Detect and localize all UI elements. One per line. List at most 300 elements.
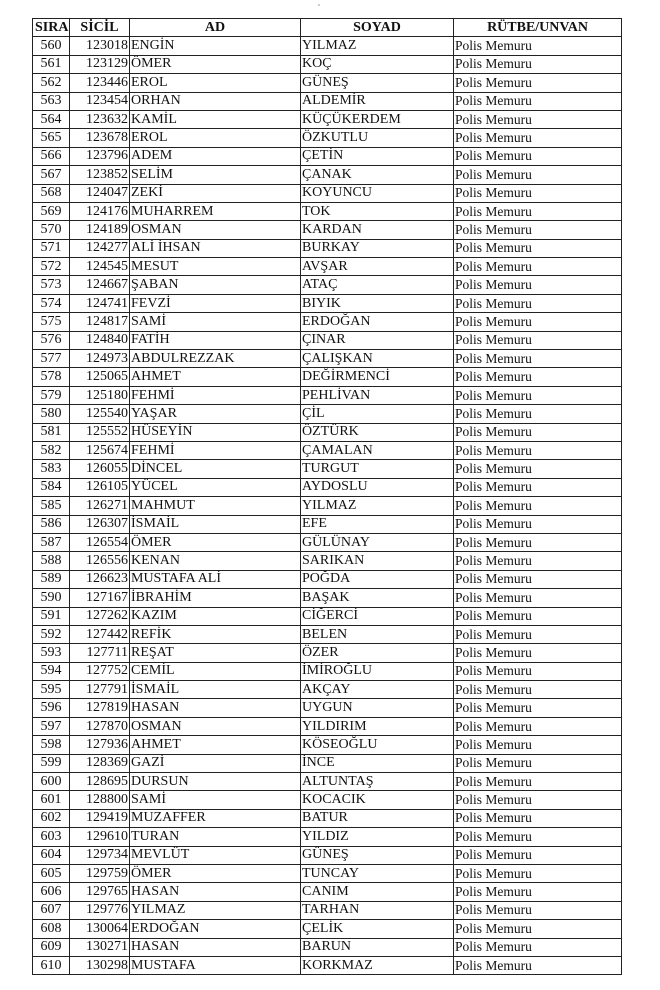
cell-sicil: 123852	[70, 166, 130, 184]
table-row	[33, 350, 622, 368]
cell-ad: YAŞAR	[130, 405, 301, 423]
cell-ad: EROL	[130, 74, 301, 92]
cell-sicil: 126623	[70, 570, 130, 588]
cell-rutbe: Polis Memuru	[454, 147, 622, 165]
cell-sicil: 126307	[70, 515, 130, 533]
cell-soyad: ÇAMALAN	[301, 441, 454, 459]
cell-soyad: KÖSEOĞLU	[301, 736, 454, 754]
table-row	[33, 441, 622, 459]
cell-soyad: KARDAN	[301, 221, 454, 239]
cell-ad: ÖMER	[130, 533, 301, 551]
cell-rutbe: Polis Memuru	[454, 901, 622, 919]
cell-ad: MUZAFFER	[130, 809, 301, 827]
cell-ad: FEVZİ	[130, 294, 301, 312]
cell-sira: 562	[33, 74, 70, 92]
cell-rutbe: Polis Memuru	[454, 754, 622, 772]
cell-rutbe: Polis Memuru	[454, 920, 622, 938]
cell-ad: FEHMİ	[130, 441, 301, 459]
cell-sicil: 124277	[70, 239, 130, 257]
cell-sira: 593	[33, 644, 70, 662]
cell-sira: 575	[33, 313, 70, 331]
cell-ad: OSMAN	[130, 717, 301, 735]
table-row	[33, 956, 622, 974]
cell-ad: KENAN	[130, 552, 301, 570]
cell-soyad: YILMAZ	[301, 497, 454, 515]
cell-sira: 605	[33, 864, 70, 882]
cell-rutbe: Polis Memuru	[454, 184, 622, 202]
cell-rutbe: Polis Memuru	[454, 864, 622, 882]
cell-ad: İBRAHİM	[130, 589, 301, 607]
cell-ad: YÜCEL	[130, 478, 301, 496]
cell-rutbe: Polis Memuru	[454, 846, 622, 864]
cell-rutbe: Polis Memuru	[454, 313, 622, 331]
cell-sira: 561	[33, 55, 70, 73]
table-row	[33, 294, 622, 312]
table-row	[33, 662, 622, 680]
cell-sira: 567	[33, 166, 70, 184]
table-row	[33, 276, 622, 294]
table-row	[33, 423, 622, 441]
table-row	[33, 883, 622, 901]
cell-sicil: 127936	[70, 736, 130, 754]
header-soyad: SOYAD	[301, 19, 454, 37]
cell-ad: ÖMER	[130, 864, 301, 882]
cell-ad: EROL	[130, 129, 301, 147]
cell-rutbe: Polis Memuru	[454, 129, 622, 147]
cell-sicil: 127442	[70, 625, 130, 643]
table-body	[33, 37, 622, 975]
cell-ad: GAZİ	[130, 754, 301, 772]
cell-ad: KAMİL	[130, 110, 301, 128]
cell-sicil: 126055	[70, 460, 130, 478]
table-row	[33, 110, 622, 128]
cell-soyad: TUNCAY	[301, 864, 454, 882]
cell-sicil: 124189	[70, 221, 130, 239]
cell-sicil: 127819	[70, 699, 130, 717]
cell-soyad: KÜÇÜKERDEM	[301, 110, 454, 128]
table-row	[33, 147, 622, 165]
cell-sicil: 124817	[70, 313, 130, 331]
cell-rutbe: Polis Memuru	[454, 956, 622, 974]
cell-sicil: 124973	[70, 350, 130, 368]
cell-ad: İSMAİL	[130, 681, 301, 699]
cell-soyad: YILDIRIM	[301, 717, 454, 735]
cell-sira: 606	[33, 883, 70, 901]
cell-ad: AHMET	[130, 368, 301, 386]
cell-sira: 564	[33, 110, 70, 128]
cell-soyad: ÇALIŞKAN	[301, 350, 454, 368]
table-row	[33, 239, 622, 257]
cell-rutbe: Polis Memuru	[454, 221, 622, 239]
cell-sicil: 124545	[70, 258, 130, 276]
cell-soyad: GÜLÜNAY	[301, 533, 454, 551]
cell-sicil: 124047	[70, 184, 130, 202]
cell-ad: ABDULREZZAK	[130, 350, 301, 368]
cell-sicil: 123678	[70, 129, 130, 147]
cell-sira: 594	[33, 662, 70, 680]
cell-sira: 574	[33, 294, 70, 312]
cell-sira: 569	[33, 202, 70, 220]
cell-soyad: İNCE	[301, 754, 454, 772]
cell-soyad: POĞDA	[301, 570, 454, 588]
cell-rutbe: Polis Memuru	[454, 515, 622, 533]
table-row	[33, 754, 622, 772]
cell-soyad: DEĞİRMENCİ	[301, 368, 454, 386]
cell-ad: FATİH	[130, 331, 301, 349]
cell-ad: AHMET	[130, 736, 301, 754]
cell-rutbe: Polis Memuru	[454, 773, 622, 791]
cell-sicil: 123454	[70, 92, 130, 110]
cell-sira: 597	[33, 717, 70, 735]
table-row	[33, 644, 622, 662]
cell-ad: ADEM	[130, 147, 301, 165]
header-sira: SIRA	[33, 19, 70, 37]
table-row	[33, 809, 622, 827]
table-header-row	[33, 19, 622, 37]
cell-soyad: SARIKAN	[301, 552, 454, 570]
cell-sira: 566	[33, 147, 70, 165]
cell-ad: FEHMİ	[130, 386, 301, 404]
cell-ad: DURSUN	[130, 773, 301, 791]
cell-sira: 582	[33, 441, 70, 459]
table-row	[33, 74, 622, 92]
cell-sira: 598	[33, 736, 70, 754]
cell-sira: 573	[33, 276, 70, 294]
cell-soyad: CİĞERCİ	[301, 607, 454, 625]
cell-soyad: KOÇ	[301, 55, 454, 73]
cell-sicil: 124667	[70, 276, 130, 294]
cell-sira: 585	[33, 497, 70, 515]
cell-sicil: 127870	[70, 717, 130, 735]
cell-soyad: BATUR	[301, 809, 454, 827]
cell-soyad: İMİROĞLU	[301, 662, 454, 680]
cell-sicil: 128695	[70, 773, 130, 791]
cell-soyad: GÜNEŞ	[301, 74, 454, 92]
cell-rutbe: Polis Memuru	[454, 717, 622, 735]
cell-sira: 588	[33, 552, 70, 570]
cell-soyad: KORKMAZ	[301, 956, 454, 974]
table-row	[33, 386, 622, 404]
cell-soyad: ALTUNTAŞ	[301, 773, 454, 791]
cell-rutbe: Polis Memuru	[454, 74, 622, 92]
cell-soyad: ÖZER	[301, 644, 454, 662]
cell-sicil: 128369	[70, 754, 130, 772]
cell-sicil: 126556	[70, 552, 130, 570]
cell-ad: HÜSEYİN	[130, 423, 301, 441]
cell-soyad: ERDOĞAN	[301, 313, 454, 331]
cell-sira: 592	[33, 625, 70, 643]
cell-sicil: 125552	[70, 423, 130, 441]
table-row	[33, 589, 622, 607]
table-row	[33, 570, 622, 588]
cell-sira: 595	[33, 681, 70, 699]
cell-soyad: BAŞAK	[301, 589, 454, 607]
scan-speck	[318, 4, 320, 6]
cell-sicil: 124741	[70, 294, 130, 312]
table-row	[33, 901, 622, 919]
cell-sicil: 126271	[70, 497, 130, 515]
cell-sira: 580	[33, 405, 70, 423]
cell-ad: HASAN	[130, 883, 301, 901]
cell-soyad: ÇETİN	[301, 147, 454, 165]
cell-soyad: ATAÇ	[301, 276, 454, 294]
cell-rutbe: Polis Memuru	[454, 828, 622, 846]
table-row	[33, 258, 622, 276]
table-row	[33, 791, 622, 809]
cell-sira: 584	[33, 478, 70, 496]
cell-soyad: ÇİL	[301, 405, 454, 423]
cell-sira: 581	[33, 423, 70, 441]
cell-soyad: AYDOSLU	[301, 478, 454, 496]
table-row	[33, 699, 622, 717]
cell-rutbe: Polis Memuru	[454, 294, 622, 312]
cell-sira: 572	[33, 258, 70, 276]
cell-sicil: 127167	[70, 589, 130, 607]
cell-sicil: 125180	[70, 386, 130, 404]
cell-soyad: EFE	[301, 515, 454, 533]
table-row	[33, 533, 622, 551]
cell-ad: HASAN	[130, 699, 301, 717]
cell-rutbe: Polis Memuru	[454, 681, 622, 699]
cell-sicil: 130271	[70, 938, 130, 956]
cell-sicil: 129734	[70, 846, 130, 864]
cell-sira: 563	[33, 92, 70, 110]
table-row	[33, 625, 622, 643]
table-row	[33, 37, 622, 55]
cell-sicil: 124840	[70, 331, 130, 349]
cell-ad: KAZIM	[130, 607, 301, 625]
cell-sira: 578	[33, 368, 70, 386]
cell-ad: HASAN	[130, 938, 301, 956]
cell-soyad: AVŞAR	[301, 258, 454, 276]
cell-sira: 599	[33, 754, 70, 772]
cell-sicil: 126105	[70, 478, 130, 496]
table-row	[33, 92, 622, 110]
cell-ad: MAHMUT	[130, 497, 301, 515]
cell-sicil: 123129	[70, 55, 130, 73]
table-row	[33, 717, 622, 735]
cell-rutbe: Polis Memuru	[454, 55, 622, 73]
cell-rutbe: Polis Memuru	[454, 441, 622, 459]
cell-ad: TURAN	[130, 828, 301, 846]
table-row	[33, 864, 622, 882]
cell-rutbe: Polis Memuru	[454, 699, 622, 717]
cell-rutbe: Polis Memuru	[454, 552, 622, 570]
table-row	[33, 331, 622, 349]
cell-soyad: ÇANAK	[301, 166, 454, 184]
table-row	[33, 497, 622, 515]
cell-sira: 560	[33, 37, 70, 55]
cell-sicil: 129610	[70, 828, 130, 846]
cell-sira: 609	[33, 938, 70, 956]
cell-sira: 604	[33, 846, 70, 864]
cell-rutbe: Polis Memuru	[454, 736, 622, 754]
cell-rutbe: Polis Memuru	[454, 533, 622, 551]
cell-rutbe: Polis Memuru	[454, 883, 622, 901]
cell-sicil: 123796	[70, 147, 130, 165]
table-row	[33, 129, 622, 147]
cell-sicil: 123632	[70, 110, 130, 128]
cell-ad: MESUT	[130, 258, 301, 276]
table-row	[33, 405, 622, 423]
cell-rutbe: Polis Memuru	[454, 644, 622, 662]
table-row	[33, 828, 622, 846]
table-row	[33, 846, 622, 864]
cell-soyad: BIYIK	[301, 294, 454, 312]
cell-ad: ORHAN	[130, 92, 301, 110]
cell-sira: 570	[33, 221, 70, 239]
cell-sira: 601	[33, 791, 70, 809]
cell-ad: İSMAİL	[130, 515, 301, 533]
cell-soyad: ÖZKUTLU	[301, 129, 454, 147]
cell-rutbe: Polis Memuru	[454, 405, 622, 423]
cell-soyad: ALDEMİR	[301, 92, 454, 110]
cell-ad: SAMİ	[130, 791, 301, 809]
cell-sicil: 129765	[70, 883, 130, 901]
cell-rutbe: Polis Memuru	[454, 607, 622, 625]
cell-rutbe: Polis Memuru	[454, 625, 622, 643]
cell-soyad: BELEN	[301, 625, 454, 643]
cell-soyad: TOK	[301, 202, 454, 220]
cell-sira: 577	[33, 350, 70, 368]
table-row	[33, 736, 622, 754]
cell-ad: REŞAT	[130, 644, 301, 662]
cell-sicil: 126554	[70, 533, 130, 551]
cell-ad: MUHARREM	[130, 202, 301, 220]
cell-rutbe: Polis Memuru	[454, 497, 622, 515]
cell-ad: ZEKİ	[130, 184, 301, 202]
cell-sicil: 129759	[70, 864, 130, 882]
cell-sicil: 130064	[70, 920, 130, 938]
personnel-table	[32, 18, 622, 975]
cell-sicil: 128800	[70, 791, 130, 809]
cell-sicil: 127752	[70, 662, 130, 680]
table-row	[33, 607, 622, 625]
cell-sira: 607	[33, 901, 70, 919]
cell-ad: SELİM	[130, 166, 301, 184]
cell-rutbe: Polis Memuru	[454, 110, 622, 128]
header-sicil: SİCİL	[70, 19, 130, 37]
cell-sicil: 125065	[70, 368, 130, 386]
cell-sicil: 125674	[70, 441, 130, 459]
cell-ad: DİNCEL	[130, 460, 301, 478]
cell-sira: 603	[33, 828, 70, 846]
cell-rutbe: Polis Memuru	[454, 258, 622, 276]
cell-soyad: ÇINAR	[301, 331, 454, 349]
cell-ad: ENGİN	[130, 37, 301, 55]
cell-rutbe: Polis Memuru	[454, 368, 622, 386]
cell-sira: 590	[33, 589, 70, 607]
cell-sira: 608	[33, 920, 70, 938]
table-row	[33, 920, 622, 938]
cell-ad: REFİK	[130, 625, 301, 643]
table-row	[33, 938, 622, 956]
cell-ad: SAMİ	[130, 313, 301, 331]
cell-sira: 591	[33, 607, 70, 625]
cell-soyad: CANIM	[301, 883, 454, 901]
table-row	[33, 368, 622, 386]
cell-ad: MEVLÜT	[130, 846, 301, 864]
cell-ad: YILMAZ	[130, 901, 301, 919]
cell-sicil: 129776	[70, 901, 130, 919]
table-row	[33, 55, 622, 73]
cell-sicil: 123446	[70, 74, 130, 92]
cell-sira: 579	[33, 386, 70, 404]
cell-sicil: 127262	[70, 607, 130, 625]
cell-ad: ÖMER	[130, 55, 301, 73]
cell-sira: 576	[33, 331, 70, 349]
table-row	[33, 166, 622, 184]
cell-sira: 587	[33, 533, 70, 551]
table-row	[33, 681, 622, 699]
cell-rutbe: Polis Memuru	[454, 570, 622, 588]
cell-soyad: TARHAN	[301, 901, 454, 919]
cell-rutbe: Polis Memuru	[454, 460, 622, 478]
cell-sicil: 123018	[70, 37, 130, 55]
cell-rutbe: Polis Memuru	[454, 331, 622, 349]
cell-ad: ALİ İHSAN	[130, 239, 301, 257]
cell-rutbe: Polis Memuru	[454, 662, 622, 680]
cell-soyad: ÖZTÜRK	[301, 423, 454, 441]
cell-ad: OSMAN	[130, 221, 301, 239]
cell-sira: 571	[33, 239, 70, 257]
cell-soyad: KOYUNCU	[301, 184, 454, 202]
cell-soyad: AKÇAY	[301, 681, 454, 699]
cell-sira: 589	[33, 570, 70, 588]
cell-soyad: GÜNEŞ	[301, 846, 454, 864]
cell-sicil: 127791	[70, 681, 130, 699]
cell-rutbe: Polis Memuru	[454, 37, 622, 55]
cell-rutbe: Polis Memuru	[454, 386, 622, 404]
cell-rutbe: Polis Memuru	[454, 938, 622, 956]
table-row	[33, 313, 622, 331]
cell-ad: MUSTAFA	[130, 956, 301, 974]
cell-rutbe: Polis Memuru	[454, 589, 622, 607]
cell-sira: 565	[33, 129, 70, 147]
cell-sira: 583	[33, 460, 70, 478]
cell-sira: 600	[33, 773, 70, 791]
table-row	[33, 515, 622, 533]
cell-soyad: YILMAZ	[301, 37, 454, 55]
cell-rutbe: Polis Memuru	[454, 423, 622, 441]
cell-rutbe: Polis Memuru	[454, 166, 622, 184]
cell-soyad: TURGUT	[301, 460, 454, 478]
cell-sicil: 125540	[70, 405, 130, 423]
table-row	[33, 184, 622, 202]
cell-sicil: 127711	[70, 644, 130, 662]
cell-sicil: 130298	[70, 956, 130, 974]
cell-ad: ŞABAN	[130, 276, 301, 294]
cell-soyad: UYGUN	[301, 699, 454, 717]
cell-sira: 586	[33, 515, 70, 533]
cell-soyad: YILDIZ	[301, 828, 454, 846]
table-row	[33, 552, 622, 570]
cell-soyad: BURKAY	[301, 239, 454, 257]
cell-soyad: ÇELİK	[301, 920, 454, 938]
table-row	[33, 460, 622, 478]
cell-rutbe: Polis Memuru	[454, 276, 622, 294]
cell-rutbe: Polis Memuru	[454, 350, 622, 368]
header-ad: AD	[130, 19, 301, 37]
cell-rutbe: Polis Memuru	[454, 478, 622, 496]
cell-soyad: KOCACIK	[301, 791, 454, 809]
cell-rutbe: Polis Memuru	[454, 239, 622, 257]
cell-ad: CEMİL	[130, 662, 301, 680]
cell-soyad: BARUN	[301, 938, 454, 956]
cell-sira: 610	[33, 956, 70, 974]
table-row	[33, 202, 622, 220]
table-row	[33, 221, 622, 239]
